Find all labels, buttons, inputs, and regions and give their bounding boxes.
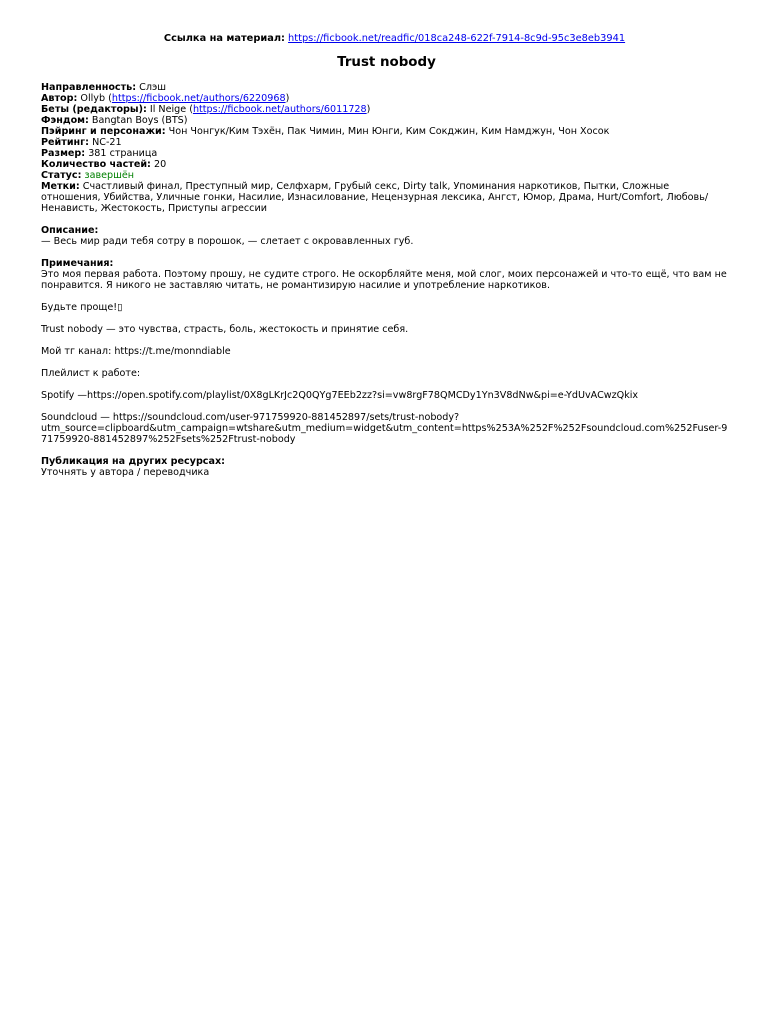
notes-heading: Примечания: <box>41 258 114 269</box>
meta-pairing <box>41 126 730 137</box>
notes-paragraph-3: Trust nobody — это чувства, страсть, боль, жестокость и принятие себя. <box>41 324 409 335</box>
author-label: Автор: <box>41 93 78 104</box>
fandom-value: Bangtan Boys (BTS) <box>91 115 188 126</box>
description-text: — Весь мир ради тебя сотру в порошок, — слетает с окровавленных губ. <box>41 236 414 247</box>
description-heading: Описание: <box>41 225 99 236</box>
pairing-value: Чон Чонгук/Ким Тэхён, Пак Чимин, Мин Юнги, Ким Сокджин, Ким Намджун, Чон Хосок <box>168 126 610 137</box>
notes-paragraph-2-text: Будьте проще! <box>41 302 118 313</box>
notes-soundcloud-line-2: utm_source=clipboard&utm_campaign=wtshare&utm_medium=widget&utm_content=https%253A%252F%252Fsoundcloud.com%252Fuser-971759920-881452897%252Fsets%252Ftrust-nobody <box>41 423 728 445</box>
tags-label: Метки: <box>41 181 80 192</box>
meta-size <box>41 148 730 159</box>
source-label: Ссылка на материал: <box>163 33 285 44</box>
notes-soundcloud-line-1: Soundcloud — https://soundcloud.com/user-971759920-881452897/sets/trust-nobody? <box>41 412 460 423</box>
source-link[interactable]: https://ficbook.net/readfic/018ca248-622f-7914-8c9d-95c3e8eb3941 <box>288 33 626 44</box>
meta-author: Автор: Ollyb (https://ficbook.net/authors/6220968) <box>41 93 290 104</box>
meta-beta: Беты (редакторы): Il Neige (https://ficbook.net/authors/6011728) <box>41 104 371 115</box>
parts-value: 20 <box>153 159 167 170</box>
direction-value: Слэш <box>139 82 167 93</box>
parts-label: Количество частей: <box>41 159 151 170</box>
tags-value: Счастливый финал, Преступный мир, Селфхарм, Грубый секс, Dirty talk, Упоминания наркотиков, Пытки, Сложные отношения, Убийства, Уличные гонки, Насилие, Изнасилование, Нецензурная лексика, Ангст, Юмор, Драма, Hurt/Comfort, Любовь/Ненависть, Жестокость, Приступы агрессии <box>41 181 709 214</box>
rating-label: Рейтинг: <box>41 137 90 148</box>
status-value: завершён <box>84 170 135 181</box>
publication-section <box>41 456 730 478</box>
size-value: 381 страница <box>88 148 158 159</box>
notes-spotify: Spotify —https://open.spotify.com/playlist/0X8gLKrJc2Q0QYg7EEb2zz?si=vw8rgF78QMCDy1Yn3V8dNw&pi=e-YdUvACwzQkix <box>41 390 639 401</box>
metadata-block <box>41 82 730 214</box>
meta-fandom <box>41 115 730 126</box>
beta-link[interactable]: https://ficbook.net/authors/6011728 <box>192 104 367 115</box>
author-link[interactable]: https://ficbook.net/authors/6220968 <box>111 93 286 104</box>
pairing-label: Пэйринг и персонажи: <box>41 126 166 137</box>
notes-telegram: Мой тг канал: https://t.me/monndiable <box>41 346 231 357</box>
direction-label: Направленность: <box>41 82 137 93</box>
source-line <box>41 33 730 44</box>
status-label: Статус: <box>41 170 82 181</box>
missing-glyph-icon: ▯ <box>117 302 123 313</box>
author-name: Ollyb <box>80 93 106 104</box>
notes-soundcloud <box>41 412 730 445</box>
notes-playlist-heading: Плейлист к работе: <box>41 368 141 379</box>
size-label: Размер: <box>41 148 86 159</box>
beta-name: Il Neige <box>149 104 187 115</box>
meta-direction <box>41 82 730 93</box>
notes-paragraph-2 <box>41 302 730 313</box>
fandom-label: Фэндом: <box>41 115 89 126</box>
meta-tags <box>41 181 730 214</box>
publication-text: Уточнять у автора / переводчика <box>41 467 210 478</box>
page-title: Trust nobody <box>337 55 436 70</box>
publication-heading: Публикация на других ресурсах: <box>41 456 225 467</box>
rating-value: NC-21 <box>92 137 122 148</box>
beta-label: Беты (редакторы): <box>41 104 147 115</box>
meta-parts <box>41 159 730 170</box>
meta-status <box>41 170 730 181</box>
meta-rating <box>41 137 730 148</box>
description-section <box>41 225 730 247</box>
notes-section <box>41 258 730 445</box>
notes-paragraph-1: Это моя первая работа. Поэтому прошу, не судите строго. Не оскорбляйте меня, мой слог, моих персонажей и что-то ещё, что вам не понравится. Я никого не заставляю читать, не романтизирую насилие и употребление наркотиков. <box>41 269 727 291</box>
